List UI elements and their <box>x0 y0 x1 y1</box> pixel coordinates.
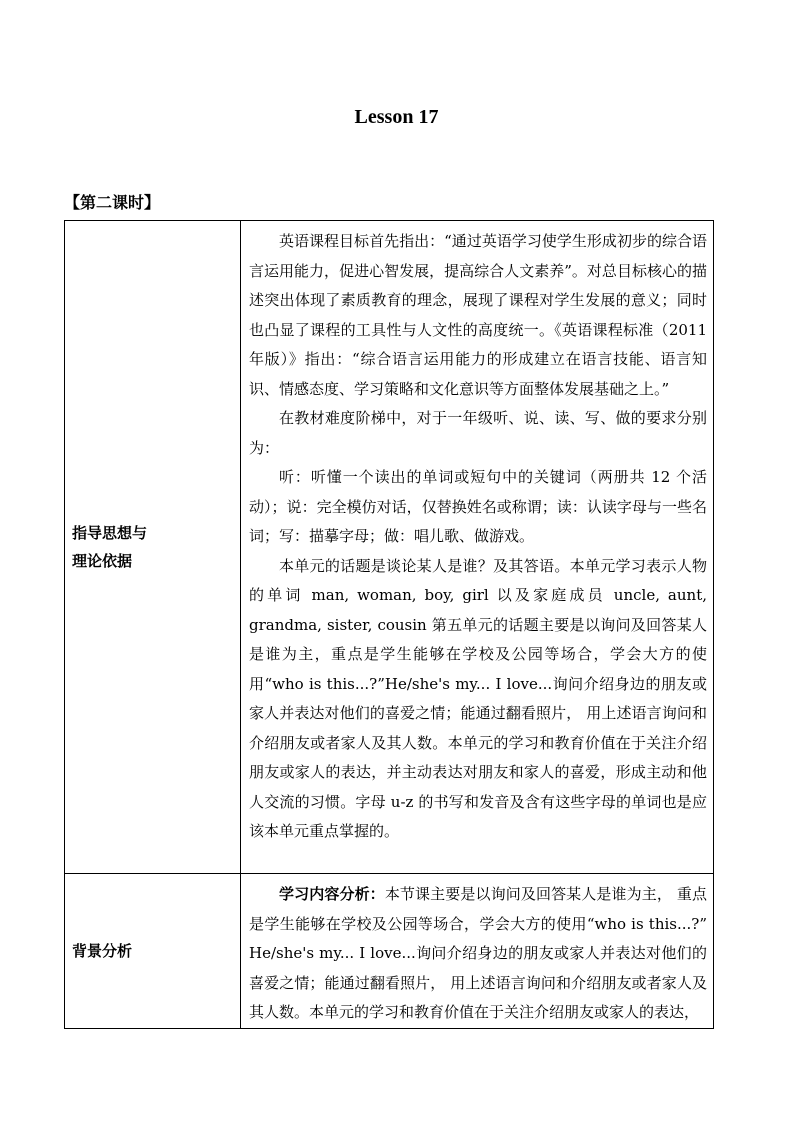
row-content-guiding-ideas <box>241 221 714 874</box>
paragraph: 在教材难度阶梯中，对于一年级听、说、读、写、做的要求分别为： <box>249 409 707 457</box>
paragraph <box>249 880 707 1028</box>
row-content-background <box>241 874 714 1029</box>
paragraph: 本单元的话题是谈论某人是谁？及其答语。本单元学习表示人物的单词 man, woman, boy, girl 以及家庭成员 uncle, aunt, grandma, sister, cousin 第五单元的话题主要是以询问及回答某人是谁为主，重点是学生能够在学校及公园等场合，学会大方的使用“who is this...?”He/she's my... I love...询问介绍身边的朋友或家人并表达对他们的喜爱之情；能通过翻看照片， 用上述语言询问和介绍朋友或者家人及其人数。本单元的学习和教育价值在于关注介绍朋友或家人的表达，并主动表达对朋友和家人的喜爱，形成主动和他人交流的习惯。字母 u-z 的书写和发音及含有这些字母的单词也是应该本单元重点掌握的。 <box>249 556 707 840</box>
table-row <box>65 221 714 874</box>
paragraph-text: 本节课主要是以询问及回答某人是谁为主， 重点是学生能够在学校及公园等场合，学会大方的使用“who is this...?” He/she's my... I love...询问介绍身边的朋友或家人并表达对他们的喜爱之情；能通过翻看照片， 用上述语言询问和介绍朋友或者家人及其人数。本单元的学习和教育价值在于关注介绍朋友或家人的表达， <box>249 885 707 1021</box>
page-title: Lesson 17 <box>354 106 439 128</box>
section-heading: 【第二课时】 <box>64 193 161 212</box>
paragraph-lead: 学习内容分析： <box>279 885 385 903</box>
row-label-line: 理论依据 <box>72 552 133 570</box>
row-label-guiding-ideas <box>65 221 241 874</box>
paragraph: 听：听懂一个读出的单词或短句中的关键词（两册共 12 个活动）；说：完全模仿对话，仅替换姓名或称谓；读：认读字母与一些名词；写：描摹字母；做：唱儿歌、做游戏。 <box>249 468 707 545</box>
lesson-table <box>64 220 714 1029</box>
paragraph: 英语课程目标首先指出：“通过英语学习使学生形成初步的综合语言运用能力，促进心智发展，提高综合人文素养”。对总目标核心的描述突出体现了素质教育的理念，展现了课程对学生发展的意义；同时也凸显了课程的工具性与人文性的高度统一。《英语课程标准（2011年版）》指出：“综合语言运用能力的形成建立在语言技能、语言知识、情感态度、学习策略和文化意识等方面整体发展基础之上。” <box>249 232 707 398</box>
row-label-background: 背景分析 <box>65 874 241 1029</box>
row-label-line: 指导思想与 <box>72 524 148 542</box>
table-row <box>65 874 714 1029</box>
